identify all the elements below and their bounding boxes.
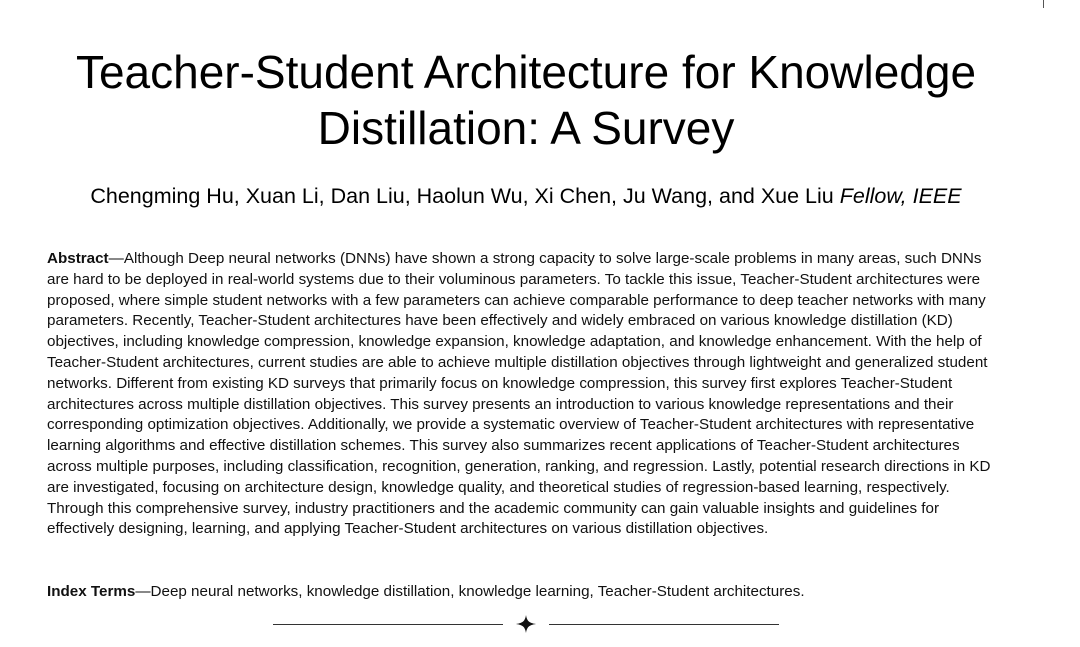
abstract-label: Abstract — [47, 250, 109, 267]
paper-title — [0, 44, 1052, 156]
divider-line-right — [549, 624, 779, 625]
index-terms-label: Index Terms — [47, 583, 136, 600]
divider-line-left — [273, 624, 503, 625]
abstract-text: —Although Deep neural networks (DNNs) have shown a strong capacity to solve large-scale problems in many areas, such DNNs are hard to be deployed in real-world systems due to their voluminous parameters. To tackle this issue, Teacher-Student architectures were proposed, where simple student networks with a few parameters can achieve comparable performance to deep teacher networks with many parameters. Recently, Teacher-Student architectures have been effectively and widely embraced on various knowledge distillation (KD) objectives, including knowledge compression, knowledge expansion, knowledge adaptation, and knowledge enhancement. With the help of Teacher-Student architectures, current studies are able to achieve multiple distillation objectives through lightweight and generalized student networks. Different from existing KD surveys that primarily focus on knowledge compression, this survey first explores Teacher-Student architectures across multiple distillation objectives. This survey presents an introduction to various knowledge representations and their corresponding optimization objectives. Additionally, we provide a systematic overview of Teacher-Student architectures with representative learning algorithms and effective distillation schemes. This survey also summarizes recent applications of Teacher-Student architectures across multiple purposes, including classification, recognition, generation, ranking, and regression. Lastly, potential research directions in KD are investigated, focusing on architecture design, knowledge quality, and theoretical studies of regression-based learning, respectively. Through this comprehensive survey, industry practitioners and the academic community can gain valuable insights and guidelines for effectively designing, learning, and applying Teacher-Student architectures on various distillation objectives. — [47, 250, 991, 538]
abstract — [47, 249, 999, 540]
page-corner-mark — [1043, 0, 1044, 8]
title-line-1: Teacher-Student Architecture for Knowledge — [75, 46, 977, 98]
author-names: Chengming Hu, Xuan Li, Dan Liu, Haolun Wu, Xi Chen, Ju Wang, and Xue Liu — [90, 184, 834, 208]
index-terms — [47, 582, 1027, 602]
four-point-star-icon — [516, 615, 536, 633]
author-affiliation: Fellow, IEEE — [839, 184, 962, 208]
index-terms-text: —Deep neural networks, knowledge distillation, knowledge learning, Teacher-Student architectures. — [135, 583, 805, 600]
title-line-2: Distillation: A Survey — [317, 102, 735, 154]
author-list — [0, 182, 1052, 210]
section-divider — [273, 614, 779, 634]
